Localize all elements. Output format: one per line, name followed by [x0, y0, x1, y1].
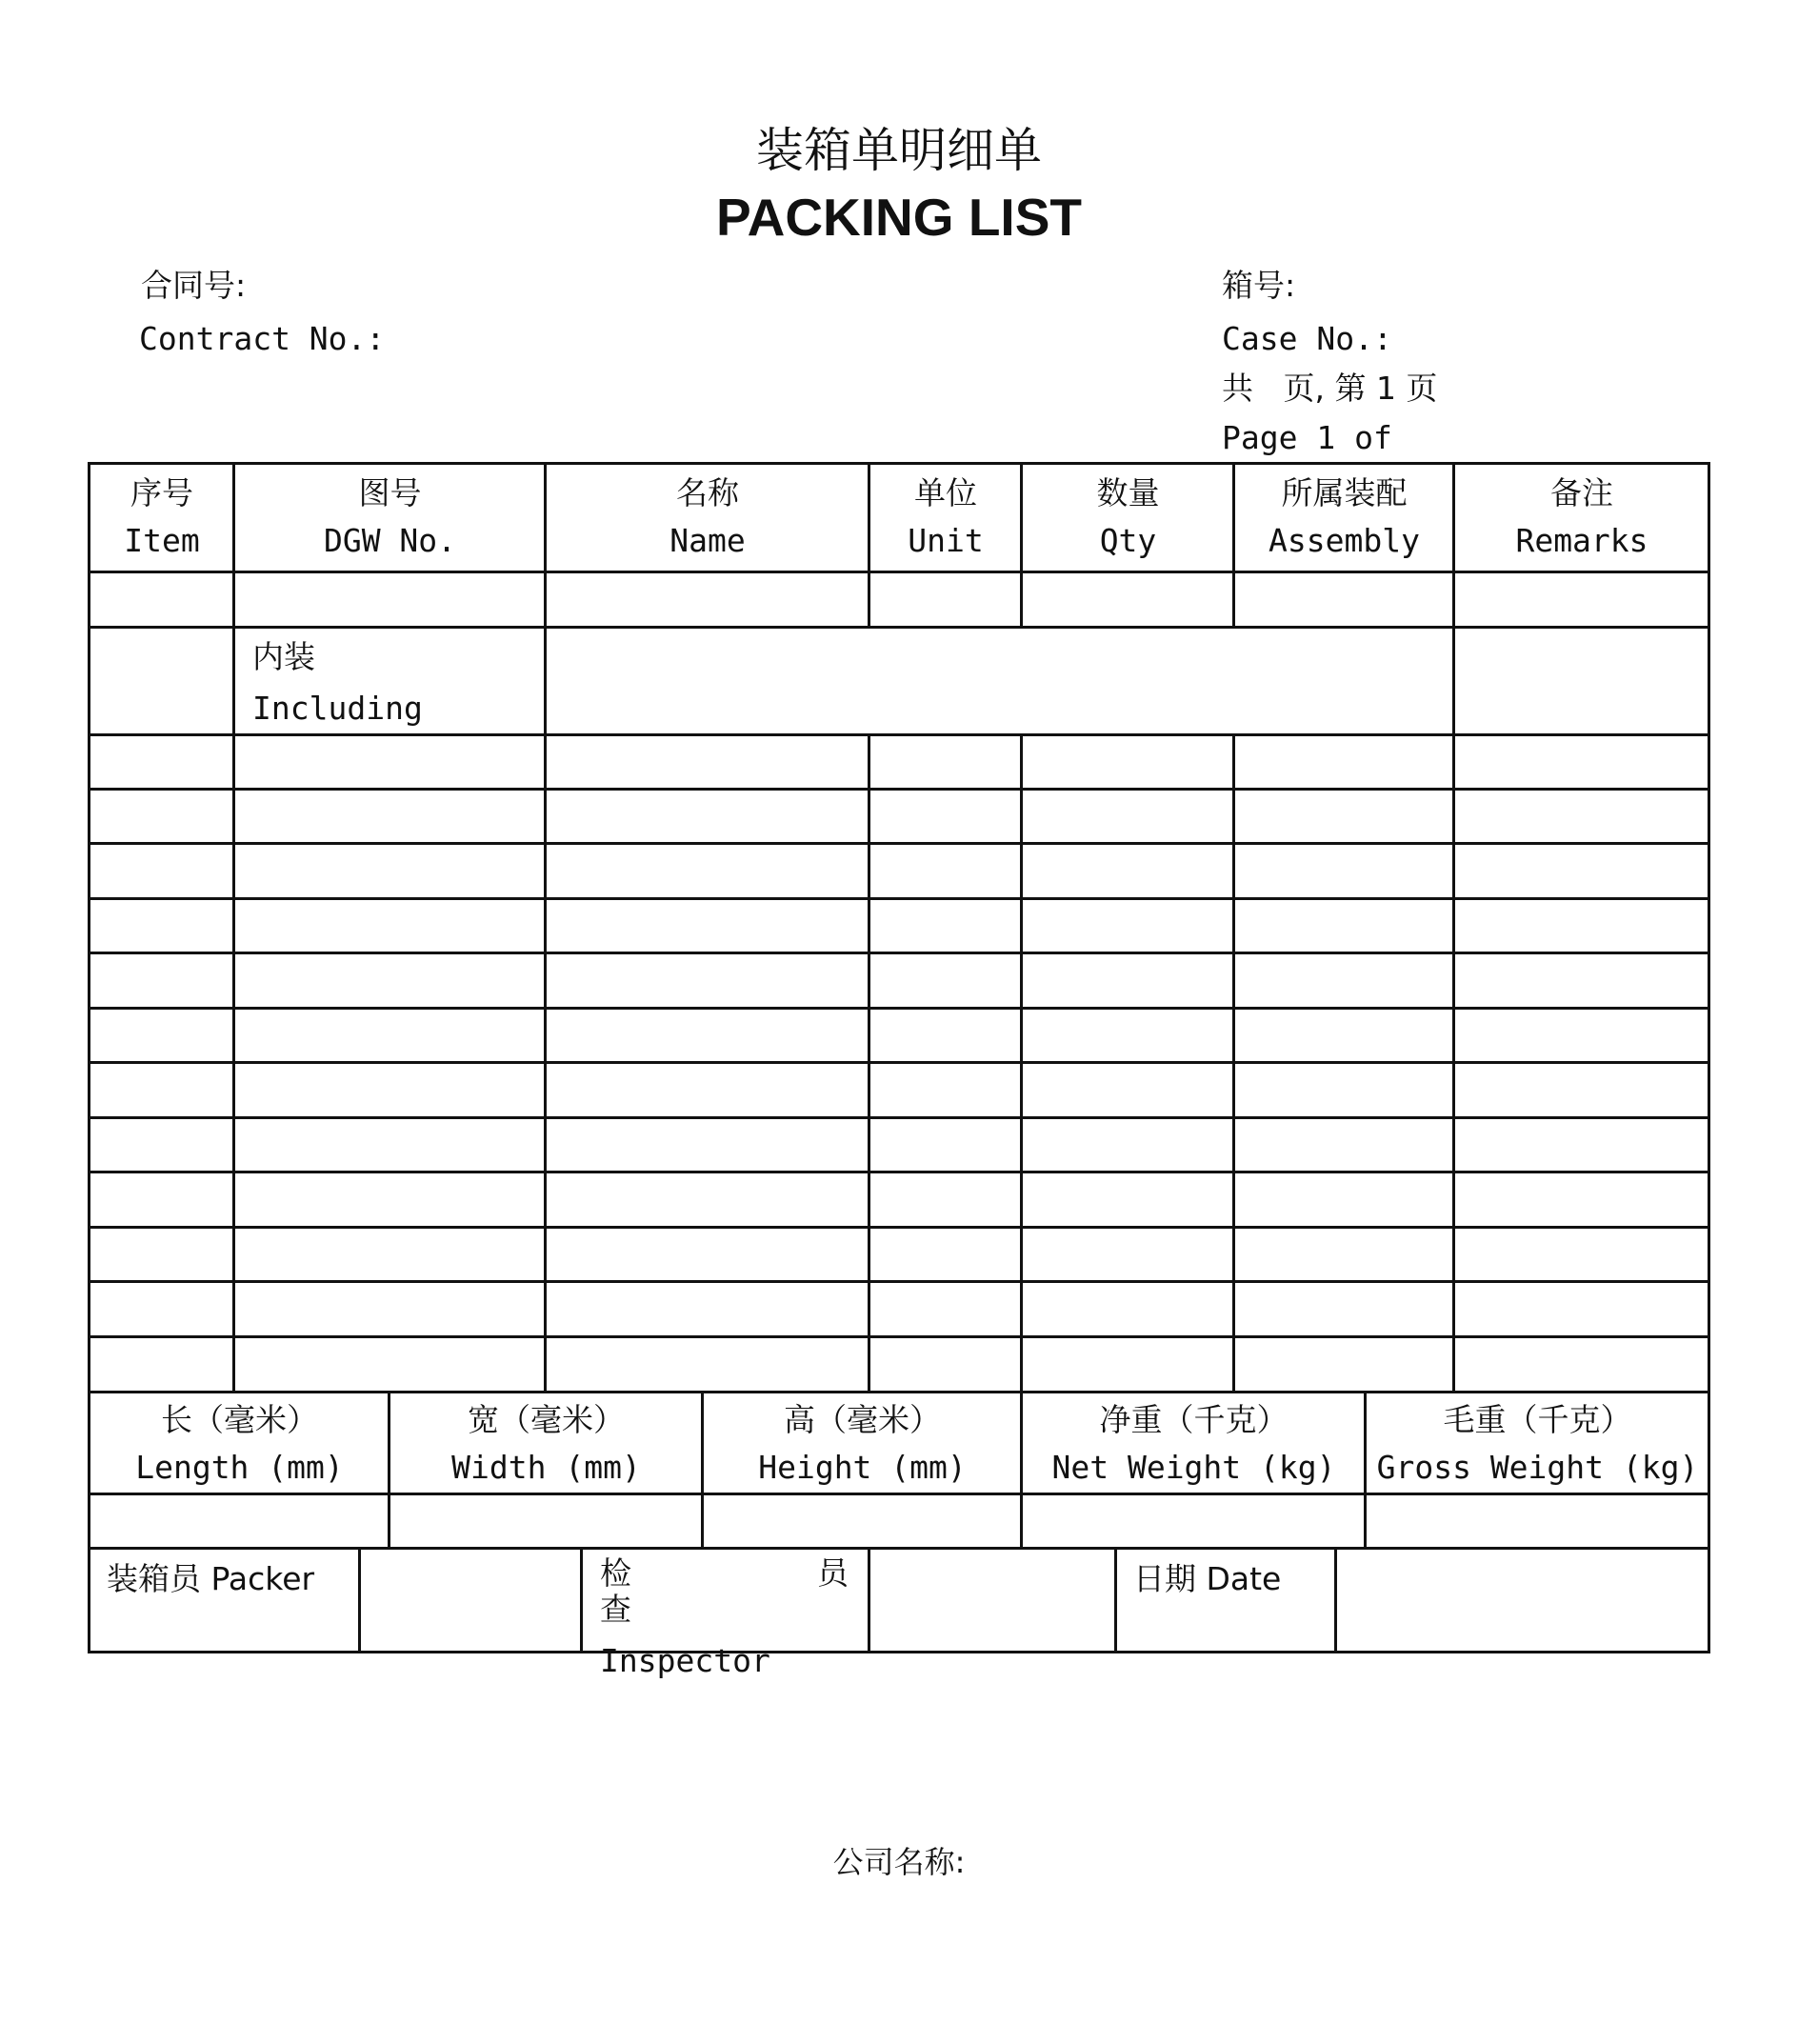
col-divider — [1452, 462, 1455, 1391]
dim-header-zh: 长（毫米） — [161, 1401, 318, 1438]
row-divider — [88, 952, 1710, 954]
column-header-en: DGW No. — [323, 522, 457, 559]
column-header-zh: 单位 — [914, 474, 977, 511]
dim-header-zh: 高（毫米） — [784, 1401, 941, 1438]
dim-header-en: Length (mm) — [135, 1449, 344, 1486]
page-count-en: Page 1 of — [1222, 419, 1392, 456]
dim-header-en: Net Weight (kg) — [1051, 1449, 1336, 1486]
col-divider — [580, 1547, 583, 1653]
column-header-zh: 图号 — [358, 474, 422, 511]
column-header-remarks — [1455, 470, 1708, 565]
dim-header-height — [704, 1396, 1021, 1492]
company-name-label: 公司名称: — [832, 1844, 966, 1880]
dim-header-length — [90, 1396, 389, 1492]
row-divider — [88, 1116, 1710, 1119]
row-divider — [88, 1335, 1710, 1338]
row-divider — [88, 788, 1710, 791]
col-divider — [868, 733, 870, 1391]
case-label-zh: 箱号: — [1222, 267, 1296, 304]
row-divider — [88, 1007, 1710, 1010]
dims-header-divider — [88, 1493, 1710, 1495]
row-divider — [88, 1280, 1710, 1283]
inspector-label-en: Inspector — [600, 1642, 770, 1679]
page-count-zh: 共 页, 第 1 页 — [1222, 370, 1438, 407]
row-divider — [88, 897, 1710, 900]
column-header-unit — [870, 470, 1021, 565]
section-divider — [88, 1391, 1710, 1393]
col-divider — [1232, 733, 1235, 1391]
dim-header-zh: 宽（毫米） — [468, 1401, 625, 1438]
col-divider — [1334, 1547, 1337, 1653]
column-header-zh: 数量 — [1096, 474, 1160, 511]
row-divider — [88, 842, 1710, 845]
dim-header-zh: 净重（千克） — [1099, 1401, 1289, 1438]
dim-header-net-weight — [1023, 1396, 1365, 1492]
dim-header-width — [390, 1396, 702, 1492]
column-header-item — [90, 470, 233, 565]
column-header-drawing-no — [235, 470, 545, 565]
packer-label: 装箱员 Packer — [107, 1560, 315, 1597]
column-header-name — [547, 470, 869, 565]
column-header-en: Unit — [908, 522, 984, 559]
column-header-zh: 名称 — [676, 474, 739, 511]
including-label-zh: 内装 — [252, 638, 315, 675]
column-header-en: Qty — [1099, 522, 1157, 559]
column-header-en: Remarks — [1515, 522, 1648, 559]
column-header-en: Assembly — [1269, 522, 1420, 559]
row-divider — [88, 733, 1710, 736]
contract-label-zh: 合同号: — [141, 267, 247, 304]
date-label: 日期 Date — [1133, 1560, 1282, 1597]
column-header-zh: 序号 — [130, 474, 193, 511]
column-header-en: Item — [124, 522, 200, 559]
dim-header-en: Width (mm) — [451, 1449, 641, 1486]
section-divider — [88, 1547, 1710, 1550]
col-divider — [544, 462, 547, 1391]
column-header-zh: 备注 — [1550, 474, 1613, 511]
document-title-zh: 装箱单明细单 — [756, 123, 1042, 178]
header-divider — [88, 571, 1710, 573]
case-label-en: Case No.: — [1222, 320, 1392, 357]
row-divider — [88, 1061, 1710, 1064]
dim-header-zh: 毛重（千克） — [1443, 1401, 1632, 1438]
dim-header-gross-weight — [1367, 1396, 1708, 1492]
row-divider — [88, 1171, 1710, 1173]
inspector-label-zh-3: 员 — [817, 1554, 849, 1592]
inspector-label-zh-1: 检 — [600, 1554, 631, 1592]
document-title-en: PACKING LIST — [716, 188, 1082, 247]
column-header-qty — [1023, 470, 1233, 565]
row-divider — [88, 1226, 1710, 1229]
dim-header-en: Height (mm) — [758, 1449, 967, 1486]
col-divider — [232, 462, 235, 1391]
column-header-assembly — [1235, 470, 1453, 565]
col-divider — [1114, 1547, 1117, 1653]
dim-header-en: Gross Weight (kg) — [1376, 1449, 1699, 1486]
contract-label-en: Contract No.: — [139, 320, 386, 357]
including-label-en: Including — [252, 690, 423, 727]
column-header-en: Name — [669, 522, 746, 559]
col-divider — [1020, 733, 1023, 1391]
row-divider — [88, 626, 1710, 629]
col-divider — [868, 1547, 870, 1653]
column-header-zh: 所属装配 — [1281, 474, 1408, 511]
inspector-label-zh-2: 查 — [600, 1591, 631, 1628]
col-divider — [358, 1547, 361, 1653]
